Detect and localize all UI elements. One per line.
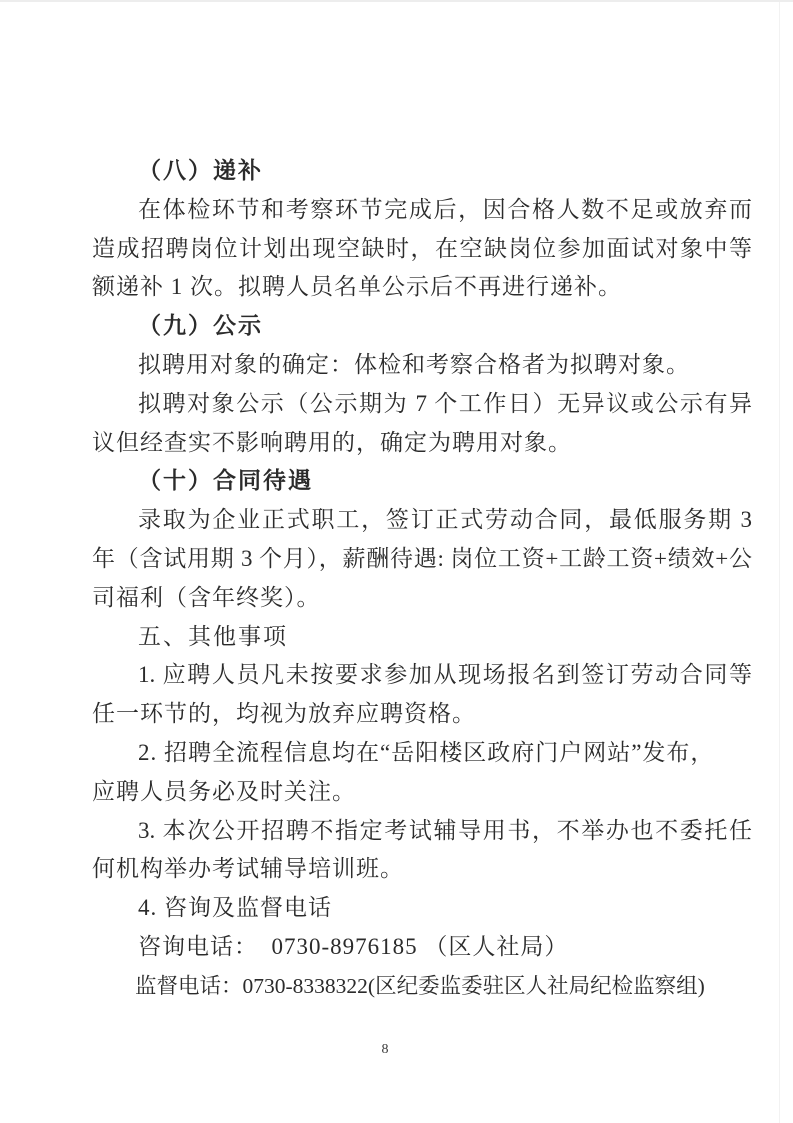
section-5-qita-heading: 五、其他事项 (138, 623, 288, 649)
document-body (92, 152, 752, 1006)
text-line: 4. 咨询及监督电话 (138, 895, 332, 921)
supervise-phone-line: 监督电话：0730-8338322(区纪委监委驻区人社局纪检监察组) (135, 973, 705, 998)
scan-edge-artifact (779, 2, 780, 1123)
text-line: 造成招聘岗位计划出现空缺时，在空缺岗位参加面试对象中等 (92, 235, 752, 261)
text-line: 任一环节的，均视为放弃应聘资格。 (92, 701, 476, 727)
text-line: 司福利（含年终奖）。 (92, 584, 321, 610)
consult-phone-line: 咨询电话： 0730-8976185 （区人社局） (138, 933, 569, 959)
section-9-gongshi-heading: （九）公示 (138, 313, 263, 339)
text-line: 拟聘对象公示（公示期为 7 个工作日）无异议或公示有异 (138, 390, 752, 416)
text-line: 3. 本次公开招聘不指定考试辅导用书，不举办也不委托任 (138, 817, 752, 843)
text-line: 额递补 1 次。拟聘人员名单公示后不再进行递补。 (92, 274, 622, 300)
section-8-dibu-heading: （八）递补 (138, 158, 263, 183)
text-line: 录取为企业正式职工，签订正式劳动合同，最低服务期 3 (138, 507, 752, 533)
text-line: 在体检环节和考察环节完成后，因合格人数不足或放弃而 (138, 196, 752, 222)
text-line: 应聘人员务必及时关注。 (92, 778, 356, 804)
text-line: 拟聘用对象的确定：体检和考察合格者为拟聘对象。 (138, 351, 690, 377)
section-10-hetong-heading: （十）合同待遇 (138, 468, 313, 494)
text-line: 年（含试用期 3 个月），薪酬待遇: 岗位工资+工龄工资+绩效+公 (92, 545, 752, 571)
text-line: 议但经查实不影响聘用的，确定为聘用对象。 (92, 429, 572, 455)
page-number: 8 (381, 1042, 389, 1057)
text-line: 1. 应聘人员凡未按要求参加从现场报名到签订劳动合同等 (138, 662, 752, 688)
text-line: 何机构举办考试辅导培训班。 (92, 856, 404, 882)
text-line: 2. 招聘全流程信息均在“岳阳楼区政府门户网站”发布， (138, 739, 715, 765)
